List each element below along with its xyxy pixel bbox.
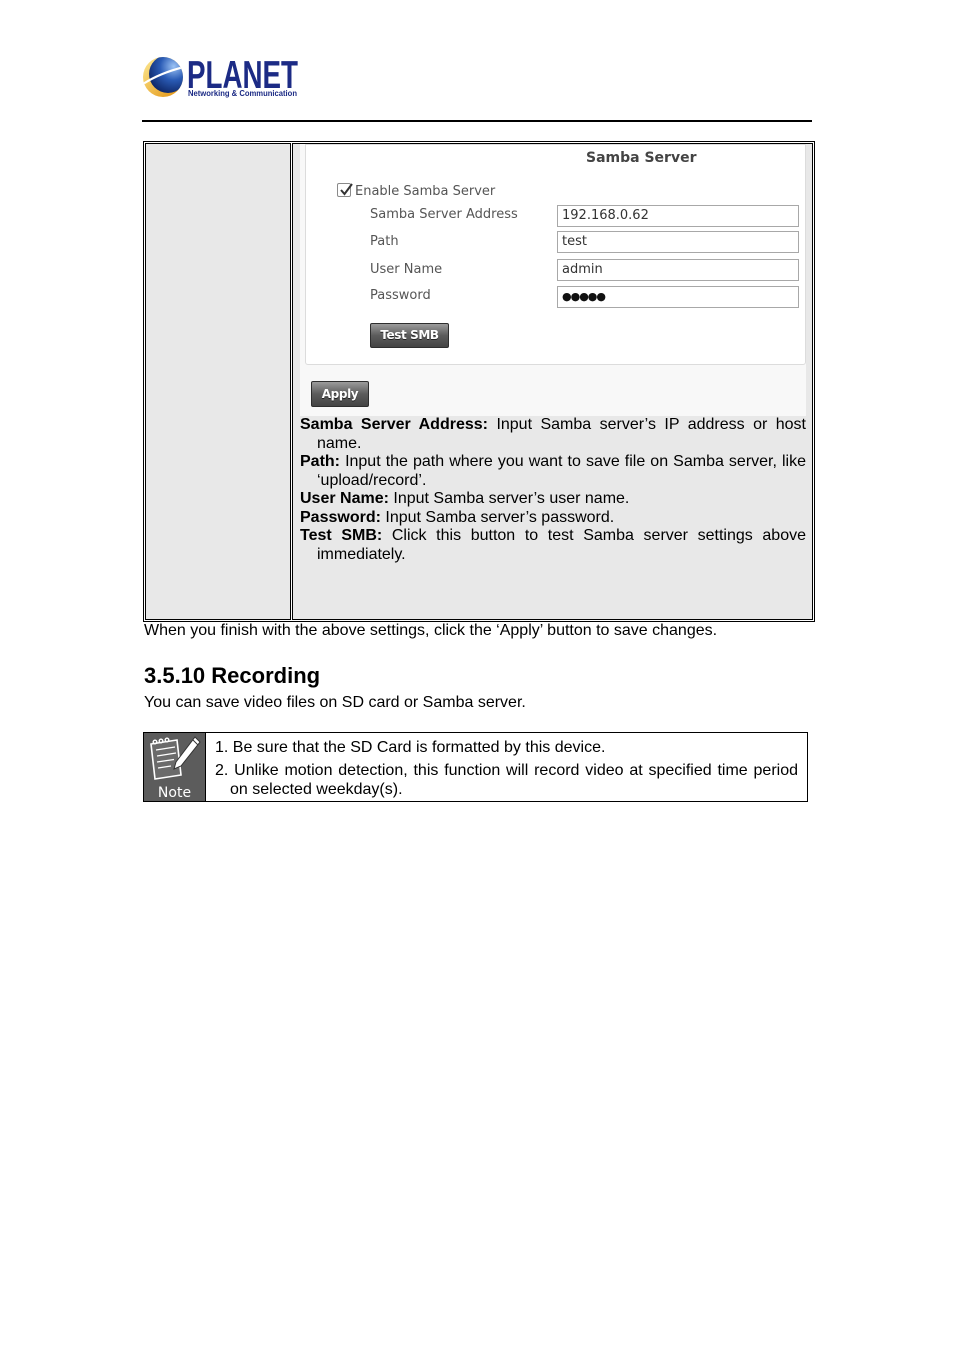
user-name-input[interactable]: admin bbox=[557, 259, 799, 281]
description-item bbox=[300, 527, 806, 564]
description-term: Samba Server Address: bbox=[300, 416, 488, 433]
note-item: 1. Be sure that the SD Card is formatted by this device. bbox=[215, 739, 606, 756]
apply-instruction: When you finish with the above settings, click the ‘Apply’ button to save changes. bbox=[144, 622, 718, 639]
description-item bbox=[300, 490, 806, 509]
description-term: User Name: bbox=[300, 490, 389, 507]
panel-title: Samba Server bbox=[586, 150, 697, 166]
description-text: Input Samba server’s IP address or host name. bbox=[317, 416, 807, 452]
enable-samba-label: Enable Samba Server bbox=[355, 184, 496, 199]
test-smb-button[interactable]: Test SMB bbox=[370, 323, 449, 348]
path-input[interactable]: test bbox=[557, 231, 799, 253]
enable-samba-checkbox[interactable] bbox=[337, 183, 351, 197]
planet-logo bbox=[140, 54, 302, 100]
description-item bbox=[300, 453, 806, 490]
description-text: Click this button to test Samba server settings above immediately. bbox=[317, 527, 806, 563]
description-item bbox=[300, 416, 806, 453]
password-input[interactable]: ●●●●● bbox=[557, 286, 799, 308]
note-text bbox=[215, 739, 798, 799]
description-term: Test SMB: bbox=[300, 527, 383, 544]
samba-server-screenshot bbox=[300, 144, 806, 416]
planet-globe-icon bbox=[140, 54, 187, 100]
note-pencil-icon bbox=[144, 733, 205, 801]
brand-tagline: Networking & Communication bbox=[188, 89, 297, 98]
apply-button[interactable]: Apply bbox=[311, 381, 369, 407]
description-text: Input the path where you want to save file on Samba server, like ‘upload/record’. bbox=[317, 453, 806, 489]
header-rule bbox=[142, 120, 812, 122]
description-term: Password: bbox=[300, 508, 381, 526]
section-intro: You can save video files on SD card or Samba server. bbox=[144, 694, 526, 711]
note-box bbox=[143, 732, 808, 802]
description-text: Input Samba server’s user name. bbox=[393, 490, 630, 507]
server-address-label: Samba Server Address bbox=[370, 207, 518, 222]
server-address-input[interactable]: 192.168.0.62 bbox=[557, 205, 799, 227]
description-text: Input Samba server’s password. bbox=[385, 508, 615, 526]
path-label: Path bbox=[370, 234, 399, 249]
table-cell-label bbox=[145, 143, 291, 620]
description-term: Path: bbox=[300, 453, 340, 470]
note-icon-label: Note bbox=[157, 785, 192, 801]
field-descriptions bbox=[300, 416, 806, 564]
brand-name: PLANET bbox=[187, 54, 299, 97]
note-icon-cell bbox=[144, 733, 206, 801]
checkmark-icon bbox=[338, 182, 354, 198]
description-item bbox=[300, 509, 806, 528]
password-label: Password bbox=[370, 288, 431, 303]
section-heading: 3.5.10 Recording bbox=[144, 663, 321, 688]
note-item: 2. Unlike motion detection, this function will record video at specified time period on selected weekday(s). bbox=[215, 762, 798, 798]
user-name-label: User Name bbox=[370, 262, 443, 277]
